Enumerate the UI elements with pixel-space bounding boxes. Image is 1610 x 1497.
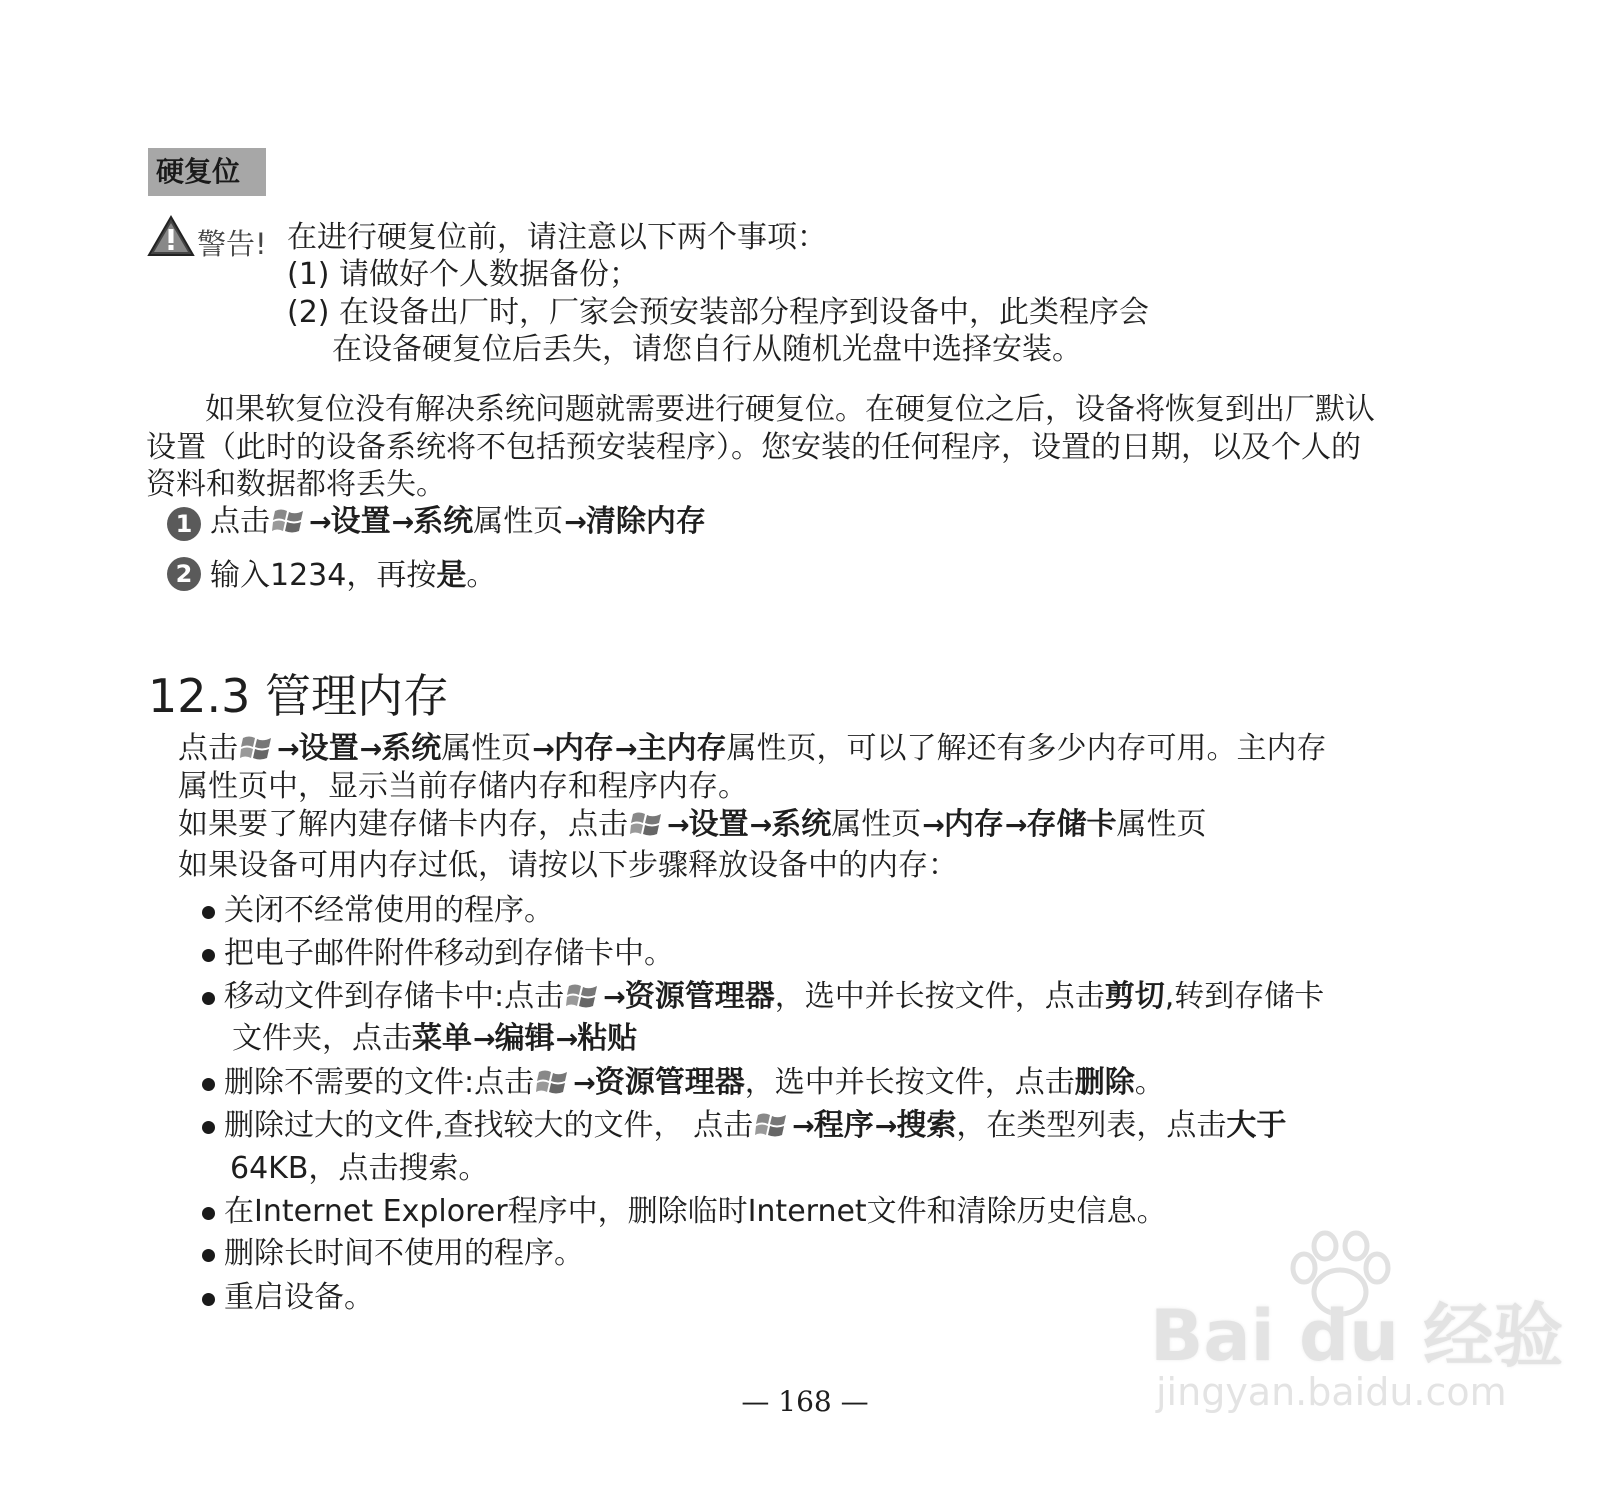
arrow-icon: → <box>532 734 553 765</box>
warning-item-2: (2) 在设备出厂时，厂家会预安装部分程序到设备中，此类程序会 <box>287 295 1150 330</box>
bullet-5-cont: 64KB，点击搜索。 <box>230 1151 489 1186</box>
section-label: 硬复位 <box>148 148 266 196</box>
bullet-5: 删除过大的文件,查找较大的文件， 点击 →程序→搜索，在类型列表，点击大于 <box>224 1108 1287 1143</box>
watermark-logo-text: Bai du 经验 <box>1150 1295 1564 1377</box>
windows-start-icon <box>566 980 600 1010</box>
warning-item-1: (1) 请做好个人数据备份； <box>287 257 640 292</box>
arrow-icon: → <box>874 1111 896 1142</box>
bullet-icon <box>202 906 215 919</box>
bullet-icon <box>202 992 215 1005</box>
bullet-icon <box>202 1078 215 1091</box>
arrow-icon: → <box>359 734 381 765</box>
bullet-1: 关闭不经常使用的程序。 <box>224 893 554 928</box>
step-2-text: 输入1234，再按是。 <box>210 558 497 593</box>
windows-start-icon <box>536 1066 570 1096</box>
hard-reset-line-3: 资料和数据都将丢失。 <box>146 467 446 502</box>
warning-label: 警告! <box>197 227 267 261</box>
windows-start-icon <box>240 732 274 762</box>
arrow-icon: → <box>749 810 771 841</box>
hard-reset-line-2: 设置（此时的设备系统将不包括预安装程序）。您安装的任何程序，设置的日期，以及个人的 <box>146 430 1361 465</box>
bullet-icon <box>202 1293 215 1306</box>
baidu-watermark <box>1150 1230 1564 1440</box>
arrow-icon: → <box>309 507 330 538</box>
bullet-3: 移动文件到存储卡中:点击 →资源管理器，选中并长按文件，点击剪切,转到存储卡 <box>224 979 1325 1014</box>
windows-start-icon <box>755 1109 789 1139</box>
bullet-2: 把电子邮件附件移动到存储卡中。 <box>224 936 674 971</box>
memory-para-1-cont: 属性页中，显示当前存储内存和程序内存。 <box>178 769 748 804</box>
step-1-text: 点击 →设置→系统属性页→清除内存 <box>210 504 706 539</box>
watermark-url: jingyan.baidu.com <box>1156 1370 1507 1414</box>
windows-start-icon <box>272 505 306 535</box>
warning-item-2-cont: 在设备硬复位后丢失，请您自行从随机光盘中选择安装。 <box>332 332 1082 367</box>
arrow-icon: → <box>792 1111 813 1142</box>
bullet-icon <box>202 1249 215 1262</box>
bullet-6: 在Internet Explorer程序中，删除临时Internet文件和清除历史信息。 <box>224 1194 1167 1229</box>
bullet-3-cont: 文件夹，点击菜单→编辑→粘贴 <box>232 1021 638 1056</box>
arrow-icon: → <box>564 507 585 538</box>
bullet-8: 重启设备。 <box>224 1280 374 1315</box>
bullet-icon <box>202 1121 215 1134</box>
arrow-icon: → <box>603 982 624 1013</box>
arrow-icon: → <box>555 1024 577 1055</box>
warning-triangle-icon <box>146 214 196 258</box>
bullet-icon <box>202 1207 215 1220</box>
step-2-badge: 2 <box>167 557 201 591</box>
section-heading: 12.3 管理内存 <box>148 669 450 723</box>
bullet-4: 删除不需要的文件:点击 →资源管理器，选中并长按文件，点击删除。 <box>224 1065 1165 1100</box>
arrow-icon: → <box>277 734 298 765</box>
arrow-icon: → <box>667 810 688 841</box>
memory-para-3: 如果设备可用内存过低，请按以下步骤释放设备中的内存： <box>178 848 958 883</box>
arrow-icon: → <box>473 1024 494 1055</box>
arrow-icon: → <box>573 1068 594 1099</box>
warning-intro: 在进行硬复位前，请注意以下两个事项： <box>287 220 827 255</box>
step-1-badge: 1 <box>167 507 201 541</box>
bullet-7: 删除长时间不使用的程序。 <box>224 1236 584 1271</box>
bullet-icon <box>202 949 215 962</box>
arrow-icon: → <box>614 734 636 765</box>
memory-para-2: 如果要了解内建存储卡内存，点击 →设置→系统属性页→内存→存储卡属性页 <box>178 807 1207 842</box>
page-number: — 168 — <box>741 1385 869 1418</box>
hard-reset-line-1: 如果软复位没有解决系统问题就需要进行硬复位。在硬复位之后，设备将恢复到出厂默认 <box>205 392 1375 427</box>
arrow-icon: → <box>1004 810 1026 841</box>
arrow-icon: → <box>391 507 413 538</box>
windows-start-icon <box>630 808 664 838</box>
memory-para-1: 点击 →设置→系统属性页→内存→主内存属性页，可以了解还有多少内存可用。主内存 <box>178 731 1327 766</box>
arrow-icon: → <box>922 810 943 841</box>
